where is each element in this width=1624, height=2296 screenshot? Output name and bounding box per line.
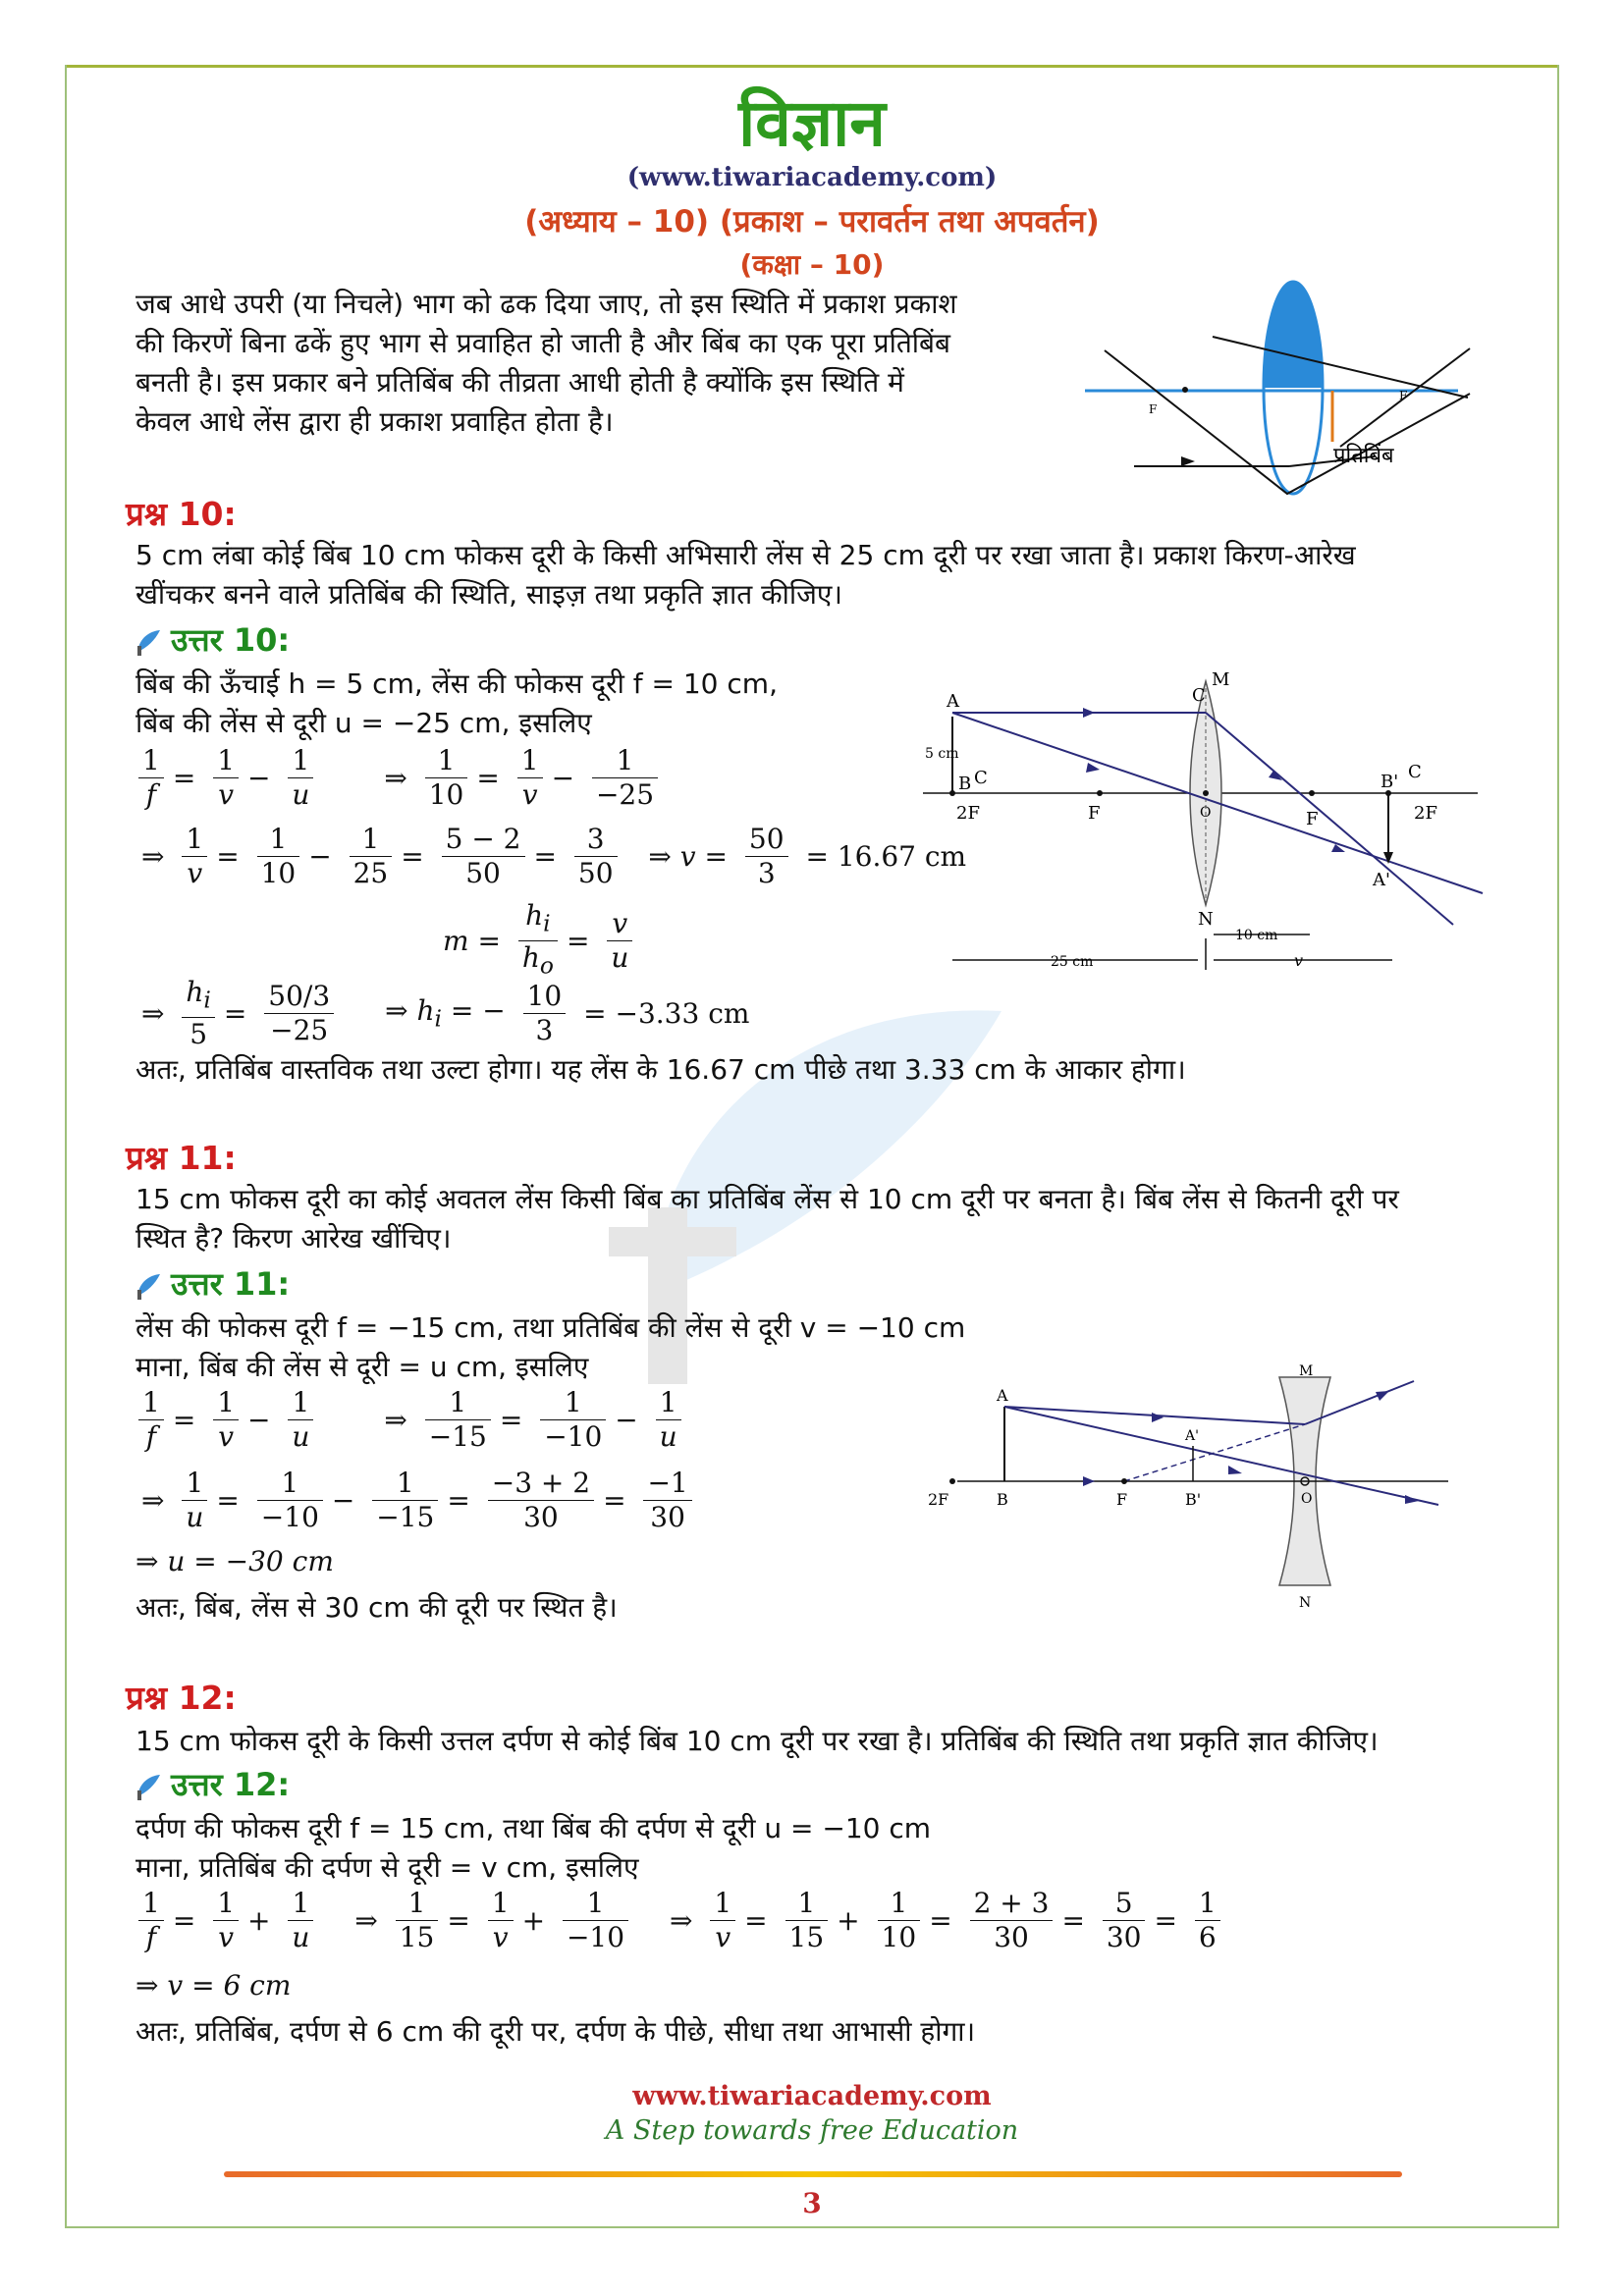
label-M: M — [1299, 1363, 1314, 1379]
focus-label: F — [1399, 389, 1408, 402]
tiwari-leaf-icon — [135, 1771, 161, 1798]
answer-12-heading — [135, 1763, 290, 1805]
answer-10-heading — [135, 618, 290, 661]
question-12-text: 15 cm फोकस दूरी के किसी उत्तल दर्पण से कोई बिंब 10 cm दूरी पर रखा है। प्रतिबिंब की स्थिति तथा प्रकृति ज्ञात कीजिए। — [135, 1725, 1379, 1757]
header-website: (www.tiwariacademy.com) — [626, 163, 998, 192]
question-10-text — [135, 536, 1530, 614]
label-B: B — [958, 774, 972, 794]
answer-label: उत्तर 11: — [171, 1265, 291, 1303]
label-N: N — [1198, 909, 1214, 930]
label-O: O — [1200, 805, 1212, 821]
label-A-prime: A' — [1373, 870, 1390, 890]
solve-v-q10: ⇒ $\frac{1}{v}$ = $\frac{1}{10}$ − $\frac{1}{25}$ = $\frac{5 - 2}{50}$ = $\frac{3}{50}$ ⇒ v = $\frac{50}{3}$ = 16.67 cm — [141, 823, 967, 889]
label-C1: C — [974, 768, 988, 788]
label-A: A — [997, 1386, 1008, 1405]
label-O: O — [1301, 1491, 1313, 1507]
page-border-right — [1557, 65, 1559, 2228]
half-lens-diagram — [1075, 280, 1488, 506]
mirror-formula-q12: $\frac{1}{f}$ = $\frac{1}{v}$ + $\frac{1}{u}$ ⇒ $\frac{1}{15}$ = $\frac{1}{v}$ + $\frac{1}{-10}$ ⇒ $\frac{1}{v}$ = $\frac{1}{15}$ + $\frac{1}{10}$ = $\frac{2 + 3}{30}$ = $\frac{5}{30}$ = $\frac{1}{6}$ — [135, 1887, 1223, 1954]
question-11-heading: प्रश्न 11: — [126, 1139, 237, 1177]
label-F1: F — [1116, 1490, 1128, 1509]
hi-result: = −3.33 cm — [583, 996, 750, 1030]
question-line: खींचकर बनने वाले प्रतिबिंब की स्थिति, साइज़ तथा प्रकृति ज्ञात कीजिए। — [135, 578, 842, 611]
label-height: 5 cm — [925, 746, 959, 762]
label-B-prime: B' — [1185, 1490, 1202, 1509]
label-A-prime: A' — [1185, 1428, 1199, 1444]
label-25cm: 25 cm — [1051, 954, 1094, 970]
subject-title: विज्ञान — [738, 85, 886, 161]
v-result: = 16.67 cm — [805, 840, 967, 873]
solve-u-q11: ⇒ $\frac{1}{u}$ = $\frac{1}{-10}$ − $\frac{1}{-15}$ = $\frac{-3 + 2}{30}$ = $\frac{-1}{30}$ — [135, 1467, 695, 1534]
label-B-prime: B' — [1380, 772, 1399, 792]
given-line: दर्पण की फोकस दूरी f = 15 cm, तथा बिंब की दर्पण से दूरी u = −10 cm — [135, 1812, 932, 1844]
concave-lens-ray-diagram — [928, 1360, 1458, 1615]
given-line: बिंब की ऊँचाई h = 5 cm, लेंस की फोकस दूरी f = 10 cm, — [135, 667, 778, 700]
intro-line: की किरणें बिना ढकें हुए भाग से प्रवाहित हो जाती है और बिंब का एक पूरा प्रतिबिंब — [135, 327, 951, 359]
u-result: ⇒ u = −30 cm — [135, 1545, 334, 1577]
question-line: स्थित है? किरण आरेख खींचिए। — [135, 1222, 452, 1255]
lens-formula-q10: $\frac{1}{f}$ = $\frac{1}{v}$ − $\frac{1}{u}$ ⇒ $\frac{1}{10}$ = $\frac{1}{v}$ − $\frac{1}{-25}$ — [135, 744, 661, 812]
footer-divider — [224, 2171, 1402, 2177]
image-label: प्रतिबिंब — [1333, 444, 1394, 468]
answer-12-conclusion: अतः, प्रतिबिंब, दर्पण से 6 cm की दूरी पर, दर्पण के पीछे, सीधा तथा आभासी होगा। — [135, 2015, 976, 2048]
label-10cm: 10 cm — [1235, 928, 1278, 943]
given-line: लेंस की फोकस दूरी f = −15 cm, तथा प्रतिबिंब की लेंस से दूरी v = −10 cm — [135, 1311, 966, 1344]
label-A: A — [947, 691, 959, 712]
page-border-bottom — [65, 2226, 1559, 2228]
question-line: 15 cm फोकस दूरी का कोई अवतल लेंस किसी बिंब का प्रतिबिंब लेंस से 10 cm दूरी पर बनता है। बिंब लेंस से कितनी दूरी पर — [135, 1183, 1399, 1215]
class-label: (कक्षा – 10) — [739, 248, 885, 281]
answer-10-conclusion: अतः, प्रतिबिंब वास्तविक तथा उल्टा होगा। यह लेंस के 16.67 cm पीछे तथा 3.33 cm के आकार होगा। — [135, 1053, 1186, 1086]
label-2F1: 2F — [956, 803, 980, 824]
intro-paragraph — [135, 285, 1058, 442]
intro-line: केवल आधे लेंस द्वारा ही प्रकाश प्रवाहित होता है। — [135, 405, 614, 438]
label-C: C — [1192, 685, 1206, 706]
given-line: बिंब की लेंस से दूरी u = −25 cm, इसलिए — [135, 707, 592, 739]
page-border-top — [65, 65, 1557, 68]
label-M: M — [1212, 669, 1230, 690]
tiwari-leaf-icon — [135, 1270, 161, 1298]
question-11-text — [135, 1180, 1549, 1258]
intro-line: जब आधे उपरी (या निचले) भाग को ढक दिया जाए, तो इस स्थिति में प्रकाश प्रकाश — [135, 288, 957, 320]
label-2F2: 2F — [1414, 803, 1437, 824]
question-line: 5 cm लंबा कोई बिंब 10 cm फोकस दूरी के किसी अभिसारी लेंस से 25 cm दूरी पर रखा जाता है। प्रकाश किरण-आरेख — [135, 539, 1356, 571]
answer-label: उत्तर 12: — [171, 1766, 291, 1803]
label-2F1: 2F — [928, 1490, 949, 1509]
label-N: N — [1299, 1595, 1312, 1611]
image-height-calc: ⇒ $\frac{h_i}{5}$ = $\frac{50/3}{-25}$ ⇒ $h_i$ = − $\frac{10}{3}$ = −3.33 cm — [141, 976, 750, 1050]
answer-12-given — [135, 1809, 931, 1888]
given-line: माना, बिंब की लेंस से दूरी = u cm, इसलिए — [135, 1351, 589, 1383]
focus-label: F — [1149, 402, 1158, 416]
lens-formula-q11: $\frac{1}{f}$ = $\frac{1}{v}$ − $\frac{1}{u}$ ⇒ $\frac{1}{-15}$ = $\frac{1}{-10}$ − $\frac{1}{u}$ — [135, 1386, 684, 1454]
label-F2: F — [1306, 809, 1319, 829]
answer-11-conclusion: अतः, बिंब, लेंस से 30 cm की दूरी पर स्थित है। — [135, 1591, 618, 1624]
label-B: B — [997, 1490, 1008, 1509]
intro-line: बनती है। इस प्रकार बने प्रतिबिंब की तीव्रता आधी होती है क्योंकि इस स्थिति में — [135, 366, 904, 399]
answer-label: उत्तर 10: — [171, 621, 291, 659]
tiwari-leaf-icon — [135, 626, 161, 654]
answer-11-given — [135, 1308, 965, 1387]
answer-11-heading — [135, 1262, 290, 1305]
question-10-heading: प्रश्न 10: — [126, 495, 237, 533]
label-v: v — [1294, 951, 1304, 970]
answer-10-given — [135, 665, 778, 743]
label-C2: C — [1408, 762, 1422, 782]
v-result-q12: ⇒ v = 6 cm — [135, 1969, 292, 2002]
chapter-title: (अध्याय – 10) (प्रकाश – परावर्तन तथा अपवर्तन) — [524, 204, 1100, 240]
given-line: माना, प्रतिबिंब की दर्पण से दूरी = v cm, इसलिए — [135, 1851, 639, 1884]
footer-tagline: A Step towards free Education — [605, 2115, 1019, 2146]
page-number: 3 — [802, 2187, 822, 2219]
page-border-left — [65, 65, 67, 2228]
magnification-formula: m = $\frac{h_i}{h_o}$ = $\frac{v}{u}$ — [437, 899, 635, 982]
footer-website: www.tiwariacademy.com — [632, 2081, 992, 2111]
convex-lens-ray-diagram — [923, 667, 1492, 982]
question-12-heading: प्रश्न 12: — [126, 1679, 237, 1717]
label-F1: F — [1088, 803, 1101, 824]
